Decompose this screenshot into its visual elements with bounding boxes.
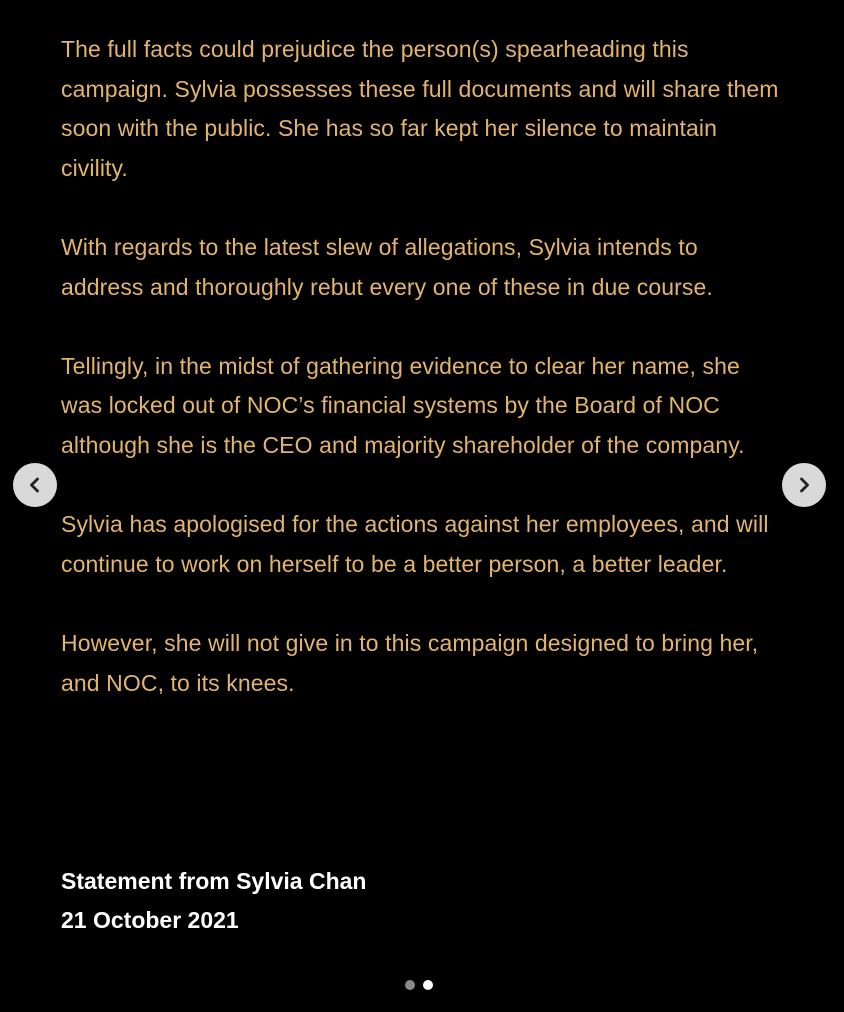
signature-block	[61, 862, 366, 940]
signature-date: 21 October 2021	[61, 907, 239, 933]
chevron-right-icon	[794, 475, 814, 495]
paragraph-3: Tellingly, in the midst of gathering evidence to clear her name, she was locked out of NOC’s financial systems by the Board of NOC although she is the CEO and majority shareholder of the company.	[61, 352, 745, 458]
paragraph-5: However, she will not give in to this campaign designed to bring her, and NOC, to its knees.	[61, 629, 759, 696]
statement-body	[61, 30, 781, 743]
signature-author: Statement from Sylvia Chan	[61, 868, 367, 894]
next-slide-button[interactable]	[782, 463, 826, 507]
paragraph-2: With regards to the latest slew of allegations, Sylvia intends to address and thoroughly rebut every one of these in due course.	[61, 233, 713, 300]
carousel-dot-1[interactable]	[405, 980, 415, 990]
chevron-left-icon	[25, 475, 45, 495]
paragraph-1: The full facts could prejudice the person(s) spearheading this campaign. Sylvia possesses these full documents and will share them soon with the public. She has so far kept her silence to maintain civility.	[61, 36, 779, 181]
previous-slide-button[interactable]	[13, 463, 57, 507]
paragraph-4: Sylvia has apologised for the actions against her employees, and will continue to work on herself to be a better person, a better leader.	[61, 511, 769, 577]
carousel-dot-2-active[interactable]	[423, 980, 433, 990]
carousel-indicator	[405, 980, 433, 990]
